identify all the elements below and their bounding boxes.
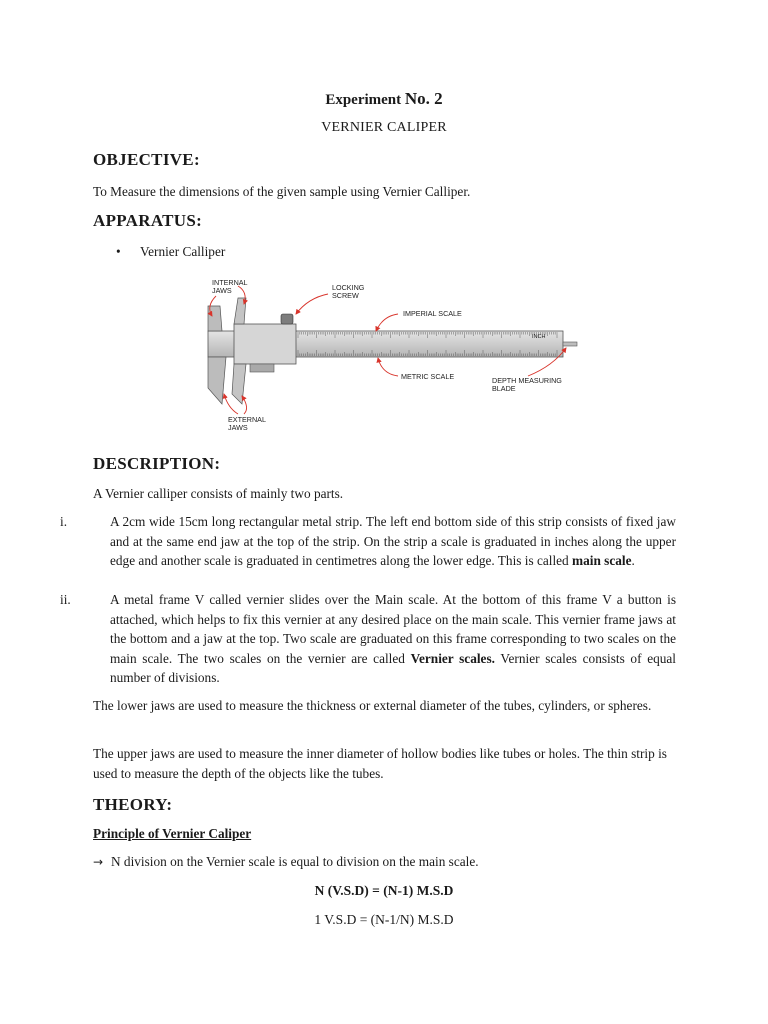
label-external-jaws-2: JAWS [228, 423, 248, 432]
label-locking-screw: LOCKING [332, 283, 365, 292]
principle-point: → N division on the Vernier scale is equal to division on the main scale. [93, 854, 479, 869]
label-metric-scale: METRIC SCALE [401, 372, 455, 381]
thumb-wheel [250, 364, 274, 372]
depth-blade [563, 342, 577, 346]
arrow-locking-screw [296, 294, 328, 314]
label-imperial-scale: IMPERIAL SCALE [403, 309, 462, 318]
lower-jaws-paragraph: The lower jaws are used to measure the thickness or external diameter of the tubes, cylinders, or spheres. [93, 698, 652, 713]
label-internal-jaws: INTERNAL [212, 278, 248, 287]
arrow-imperial-scale [376, 314, 398, 331]
label-internal-jaws-2: JAWS [212, 286, 232, 295]
objective-heading: OBJECTIVE: [93, 150, 200, 169]
description-intro: A Vernier calliper consists of mainly two parts. [93, 486, 344, 501]
sliding-external-jaw [232, 364, 246, 404]
locking-screw-icon [281, 314, 293, 324]
description-heading: DESCRIPTION: [93, 454, 221, 473]
vernier-caliper-diagram [198, 276, 582, 440]
bullet-icon: • [116, 244, 121, 259]
label-depth-blade-2: BLADE [492, 384, 516, 393]
label-depth-blade: DEPTH MEASURING [492, 376, 562, 385]
upper-jaws-paragraph: The upper jaws are used to measure the inner diameter of hollow bodies like tubes or holes. The thin strip is used to measure the depth of the objects like the tubes. [93, 746, 667, 781]
document-page: Experiment No. 2 VERNIER CALIPER OBJECTIVE: To Measure the dimensions of the given sample using Vernier Calliper. APPARATUS: • Vernier Calliper INTERNAL JAWS LOCKING SCREW IMPERIAL SCALE METRIC SCALE DEPTH MEASURING BLADE EXTERNAL JAWS INCH DESCRIPTION: A Vernier calliper consists of mainly two parts. i. A 2cm wide 15cm long rectangular metal strip. The left end bottom side of this strip consists of fixed jaw and at the same end jaw at the top of the strip. On the strip a scale is graduated in inches along the upper edge and another scale is graduated in centimetres along the lower edge. This is called main scale. ii. A metal frame V called vernier slides over the Main scale. At the bottom of this frame V a button is attached, which helps to fix this vernier at any desired place on the main scale. This vernier frame jaws at the bottom and a jaw at the top. Two scale are graduated on this frame corresponding to two scales on the main scale. The two scales on the vernier are called Vernier scales. Vernier scales consists of equal number of divisions. The lower jaws are used to measure the thickness or external diameter of the tubes, cylinders, or spheres. The upper jaws are used to measure the inner diameter of hollow bodies like tubes or holes. The thin strip is used to measure the depth of the objects like the tubes. THEORY: Principle of Vernier Caliper → N division on the Vernier scale is equal to division on the main scale. N (V.S.D) = (N-1) M.S.D 1 V.S.D = (N-1/N) M.S.D [0, 0, 768, 1024]
theory-heading: THEORY: [93, 795, 173, 814]
label-inch: INCH [532, 334, 546, 340]
arrow-metric-scale [378, 358, 398, 376]
fixed-external-jaw [208, 357, 226, 404]
objective-text: To Measure the dimensions of the given sample using Vernier Calliper. [93, 184, 471, 199]
label-external-jaws: EXTERNAL [228, 415, 266, 424]
equation-1: N (V.S.D) = (N-1) M.S.D [314, 883, 454, 898]
label-locking-screw-2: SCREW [332, 291, 359, 300]
experiment-subtitle: VERNIER CALIPER [321, 120, 447, 135]
equation-2: 1 V.S.D = (N-1/N) M.S.D [314, 912, 454, 927]
apparatus-list-item: • Vernier Calliper [116, 244, 226, 259]
experiment-title: Experiment No. 2 [325, 89, 443, 108]
apparatus-heading: APPARATUS: [93, 211, 203, 230]
arrow-right-icon: → [93, 855, 104, 869]
vernier-frame [234, 324, 296, 364]
principle-subheading: Principle of Vernier Caliper [93, 826, 252, 841]
